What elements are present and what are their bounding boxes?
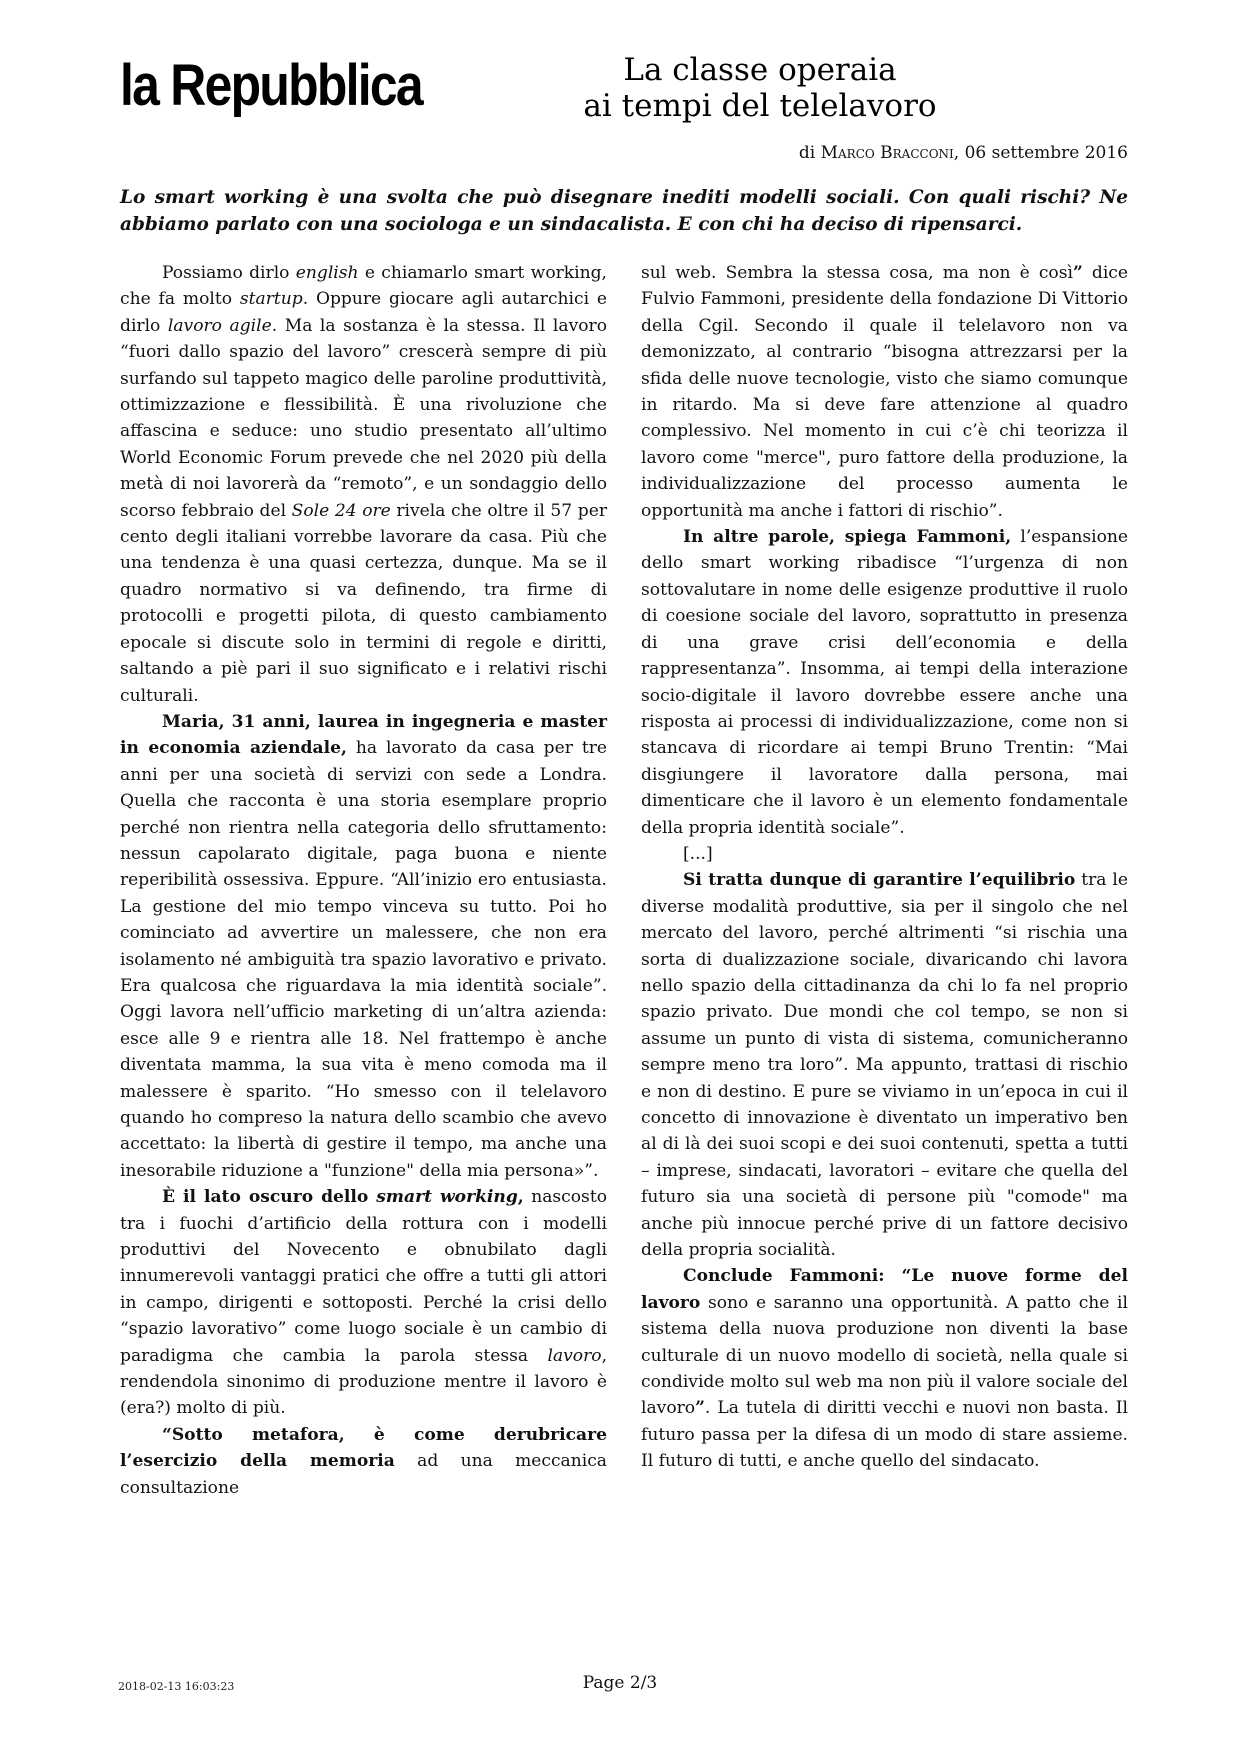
byline [799, 143, 1128, 163]
italic-run: lavoro [547, 1345, 602, 1366]
paragraph [120, 709, 607, 1184]
article-body [120, 260, 1128, 1501]
page-number: Page 2/3 [582, 1673, 658, 1693]
paragraph [120, 1422, 607, 1501]
text-run: nascosto tra i fuochi d’artificio della rottura con i modelli produttivi del Novecento e obnubilato dagli innumerevoli vantaggi pratici che offre a tutti gli attori in campo, dirigenti e sottoposti. Perché la crisi dello “spazio lavorativo” come luogo sociale è un cambio di paradigma che cambia la parola stessa [120, 1187, 607, 1366]
italic-run: lavoro agile [167, 315, 272, 336]
byline-prefix: di [798, 143, 821, 163]
paragraph [120, 260, 607, 709]
text-run: dice Fulvio Fammoni, presidente della fondazione Di Vittorio della Cgil. Secondo il quale il telelavoro non va demonizzato, al contrario “bisogna attrezzarsi per la sfida delle nuove tecnologie, visto che siamo comunque in ritardo. Ma si deve fare attenzione al quadro complessivo. Nel momento in cui c’è chi teorizza il lavoro come "merce", puro fattore della produzione, la individualizzazione del processo aumenta le opportunità ma anche i fattori di rischio”. [641, 263, 1128, 521]
bold-run: Si tratta dunque di garantire l’equilibrio [683, 870, 1076, 891]
text-run: ha lavorato da casa per tre anni per una società di servizi con sede a Londra. Quella che racconta è una storia esemplare proprio perché non rientra nella categoria dello sfruttamento: nessun capolarato digitale, paga buona e niente reperibilità ossessiva. Eppure. “All’inizio ero entusiasta. La gestione del mio tempo vinceva su tutto. Poi ho cominciato ad avvertire un malessere, che non era isolamento né ambiguità tra spazio lavorativo e privato. Era qualcosa che riguardava la mia identità sociale”. Oggi lavora nell’ufficio marketing di un’altra azienda: esce alle 9 e rientra alle 18. Nel frattempo è anche diventata mamma, la sua vita è meno comoda ma il malessere è sparito. “Ho smesso con il telelavoro quando ho compreso la natura dello scambio che avevo accettato: la libertà di gestire il tempo, ma anche una inesorabile riduzione a "funzione" della mia persona»”. [120, 738, 607, 1181]
paragraph [641, 867, 1128, 1263]
byline-date: , 06 settembre 2016 [953, 143, 1128, 163]
text-run: ad una meccanica consultazione [120, 1451, 607, 1498]
text-run: sul web. Sembra la stessa cosa, ma non è così [641, 263, 1073, 283]
text-run: tra le diverse modalità produttive, sia per il singolo che nel mercato del lavoro, perché altrimenti “si rischia una sorta di dualizzazione sociale, divaricando chi lavora nello spazio della cittadinanza da chi lo fa nel proprio spazio privato. Due mondi che col tempo, se non si assume un punto di vista di sistema, comunicheranno sempre meno tra loro”. Ma appunto, trattasi di rischio e non di destino. E pure se viviamo in un’epoca in cui il concetto di innovazione è diventato un imperativo ben al di là dei suoi scopi e dei suoi contenuti, spetta a tutti – imprese, sindacati, lavoratori – evitare che quella del futuro sia una società di persone più "comode" ma anche più innocue perché prive di un fattore decisivo della propria socialità. [641, 870, 1128, 1261]
bold-italic-run: smart working [376, 1187, 518, 1208]
italic-run: english [295, 263, 359, 283]
paragraph [120, 1184, 607, 1422]
text-run: , rendendola sinonimo di produzione mentre il lavoro è (era?) molto di più. [120, 1345, 607, 1419]
text-run: e chiamarlo smart working, che fa molto [120, 263, 607, 310]
bold-run: “Sotto metafora, è come derubricare l’esercizio della memoria [120, 1424, 607, 1472]
right-column [641, 260, 1128, 1501]
left-column [120, 260, 607, 1501]
article-title [560, 52, 960, 124]
paragraph [641, 524, 1128, 841]
paragraph [641, 260, 1128, 524]
article-title-line-1: La classe operaia [623, 52, 897, 88]
masthead-logo: la Repubblica [120, 53, 422, 118]
bold-run: Conclude Fammoni: “Le nuove forme del lavoro [641, 1266, 1128, 1313]
text-run: sono e saranno una opportunità. A patto che il sistema della nuova produzione non diventi la base culturale di un nuovo modello di società, nella quale si condivide molto sul web ma non più il valore sociale del lavoro [641, 1292, 1128, 1419]
bold-run: ” [695, 1398, 705, 1419]
bold-run: , [517, 1187, 524, 1208]
text-run: Possiamo dirlo [162, 263, 296, 283]
text-run: . Ma la sostanza è la stessa. Il lavoro “fuori dallo spazio del lavoro” crescerà sempre di più surfando sul tappeto magico delle paroline produttività, ottimizzazione e flessibilità. È una rivoluzione che affascina e seduce: uno studio presentato all’ultimo World Economic Forum prevede che nel 2020 più della metà di noi lavorerà da “remoto”, e un sondaggio dello scorso febbraio del [120, 315, 607, 521]
text-run: . Oppure giocare agli autarchici e dirlo [120, 289, 607, 336]
bold-run: ” [1072, 263, 1083, 283]
bold-run: In altre parole, spiega Fammoni, [683, 527, 1012, 548]
italic-run: startup [239, 289, 303, 310]
article-title-line-2: ai tempi del telelavoro [583, 88, 937, 124]
bold-run: È il lato oscuro dello [162, 1187, 377, 1208]
italic-run: Sole 24 ore [291, 500, 391, 521]
text-run: l’espansione dello smart working ribadisce “l’urgenza di non sottovalutare in nome delle esigenze produttive il ruolo di coesione sociale del lavoro, soprattutto in presenza di una grave crisi dell’economia e della rappresentanza”. Insomma, ai tempi della interazione socio-digitale il lavoro dovrebbe essere anche una risposta ai processi di individualizzazione, come non si stancava di ricordare ai tempi Bruno Trentin: “Mai disgiungere il lavoratore dalla persona, mai dimenticare che il lavoro è un elemento fondamentale della propria identità sociale”. [641, 527, 1128, 838]
article-lead: Lo smart working è una svolta che può disegnare inediti modelli sociali. Con quali rischi? Ne abbiamo parlato con una sociologa e un sindacalista. E con chi ha deciso di ripensarci. [120, 187, 1128, 235]
byline-author: Marco Bracconi [820, 143, 954, 163]
text-run: rivela che oltre il 57 per cento degli italiani vorrebbe lavorare da casa. Più che una tendenza è una quasi certezza, dunque. Ma se il quadro normativo si va definendo, tra firme di protocolli e progetti pilota, di questo cambiamento epocale si discute solo in termini di regole e diritti, saltando a piè pari il suo significato e i relativi rischi culturali. [120, 500, 607, 706]
text-run: . La tutela di diritti vecchi e nuovi non basta. Il futuro passa per la difesa di un modo di stare assieme. Il futuro di tutti, e anche quello del sindacato. [641, 1398, 1128, 1472]
paragraph [641, 1263, 1128, 1474]
bold-run: Maria, 31 anni, laurea in ingegneria e master in economia aziendale, [120, 711, 607, 759]
print-timestamp: 2018-02-13 16:03:23 [118, 1680, 235, 1693]
ellipsis-paragraph: [...] [683, 843, 713, 864]
